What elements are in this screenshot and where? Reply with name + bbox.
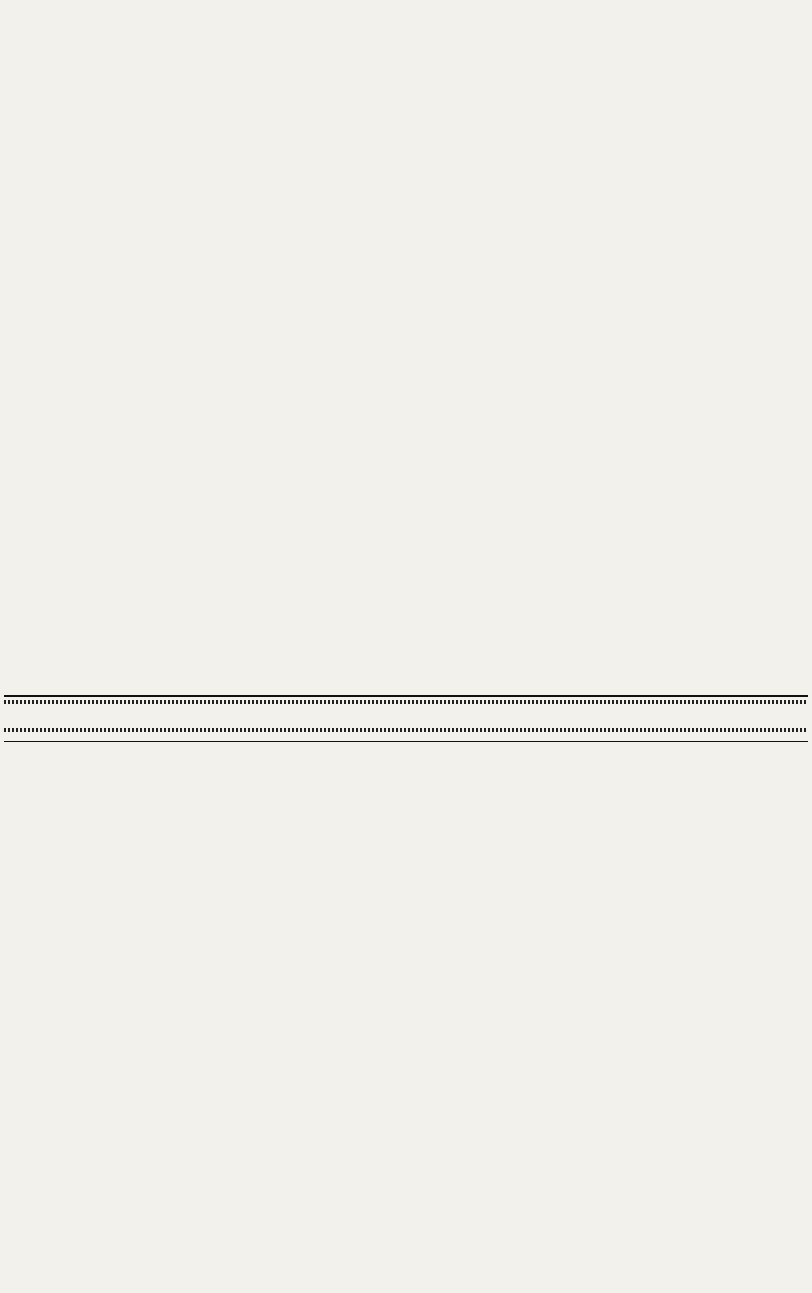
banner-rule-top (4, 700, 808, 704)
page-header (0, 0, 812, 20)
service-guide-section (4, 742, 808, 1290)
help-wanted-section (4, 18, 808, 690)
banner-rule-bottom (4, 728, 808, 732)
home-service-guide-banner (4, 695, 808, 742)
